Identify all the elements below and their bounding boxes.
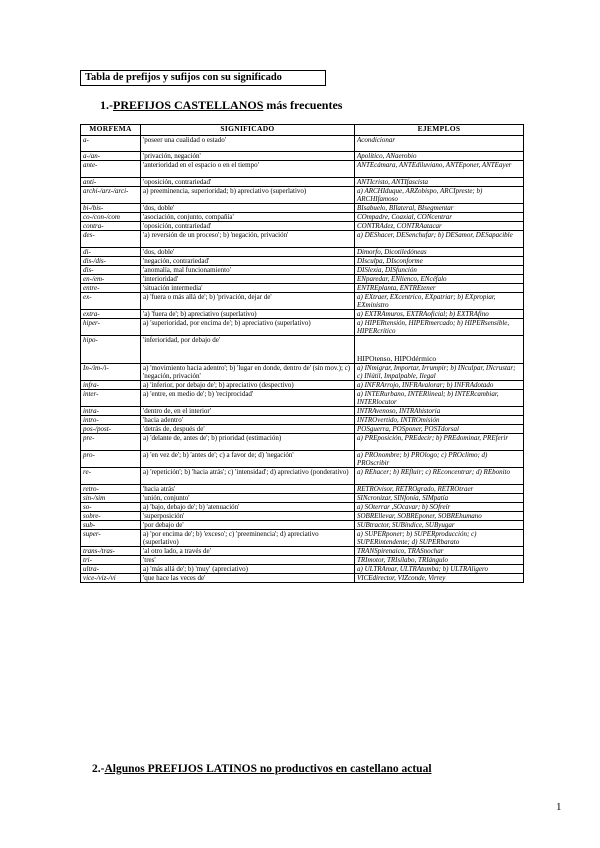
morfema-cell: ultra-	[81, 565, 141, 574]
ejemplos-cell: a) DEShacer, DESenchufar; b) DESamor, DESapacible	[355, 231, 524, 248]
significado-cell: 'anomalía, mal funcionamiento'	[141, 266, 355, 275]
table-row	[81, 547, 524, 556]
significado-cell: 'unión, conjunto'	[141, 494, 355, 503]
morfema-cell: vice-/viz-/vi	[81, 574, 141, 583]
table-row	[81, 468, 524, 485]
table-row	[81, 204, 524, 213]
ejemplos-cell: SOBREllevar, SOBREponer, SOBREhumano	[355, 512, 524, 521]
morfema-cell: hipo-	[81, 336, 141, 364]
morfema-cell: a-	[81, 136, 141, 152]
header-ejemplos: EJEMPLOS	[355, 125, 524, 136]
section-2-number: 2.-	[92, 763, 105, 775]
table-row	[81, 425, 524, 434]
prefix-table	[80, 124, 524, 583]
significado-cell: 'hacia atrás'	[141, 485, 355, 494]
significado-cell: 'privación, negación'	[141, 152, 355, 161]
morfema-cell: entre-	[81, 284, 141, 293]
morfema-cell: sub-	[81, 521, 141, 530]
morfema-cell: archi-/arz-/arci-	[81, 187, 141, 204]
morfema-cell: retro-	[81, 485, 141, 494]
ejemplos-cell: ANTIcristo, ANTIfascista	[355, 178, 524, 187]
morfema-cell: contra-	[81, 222, 141, 231]
morfema-cell: intro-	[81, 416, 141, 425]
significado-cell: 'a) reversión de un proceso'; b) 'negación, privación'	[141, 231, 355, 248]
morfema-cell: infra-	[81, 381, 141, 390]
ejemplos-cell: a) INmigrar, Importar, Irrumpir; b) INculpar, INcrustar; c) INútil, Impalpable, Ilegal	[355, 364, 524, 381]
table-row	[81, 574, 524, 583]
morfema-cell: en-/em-	[81, 275, 141, 284]
table-header-row	[81, 125, 524, 136]
table-row	[81, 364, 524, 381]
significado-cell: a) preeminencia, superioridad; b) apreciativo (superlativo)	[141, 187, 355, 204]
table-row	[81, 293, 524, 310]
table-row	[81, 152, 524, 161]
ejemplos-cell: a) INFRArrojo, INFRAvalorar; b) INFRAdotado	[355, 381, 524, 390]
morfema-cell: ex-	[81, 293, 141, 310]
ejemplos-cell: DISlexia, DISfunción	[355, 266, 524, 275]
table-row	[81, 503, 524, 512]
ejemplos-cell: INTROvertido, INTROmisión	[355, 416, 524, 425]
ejemplos-cell: SINcronizar, SINfonía, SIMpatía	[355, 494, 524, 503]
table-row	[81, 178, 524, 187]
morfema-cell: super-	[81, 530, 141, 547]
significado-cell: 'al otro lado, a través de'	[141, 547, 355, 556]
ejemplos-cell: Apolítico, ANaerobio	[355, 152, 524, 161]
morfema-cell: di-	[81, 248, 141, 257]
ejemplos-cell: ANTEcámara, ANTEdiluviano, ANTEponer, ANTEayer	[355, 161, 524, 178]
ejemplos-cell: Dimorfo, Dicotiledóneas	[355, 248, 524, 257]
significado-cell: 'anterioridad en el espacio o en el tiempo'	[141, 161, 355, 178]
morfema-cell: dis-/dis-	[81, 257, 141, 266]
significado-cell: a) 'entre, en medio de'; b) 'reciprocidad'	[141, 390, 355, 407]
ejemplos-cell: a) PREposición, PREdecir; b) PREdominar, PREferir	[355, 434, 524, 451]
ejemplos-cell: COmpadre, Coaxial, CONcentrar	[355, 213, 524, 222]
ejemplos-cell: a) SOterrar ,SOcavar; b) SOfreír	[355, 503, 524, 512]
table-row	[81, 530, 524, 547]
significado-cell: 'negación, contrariedad'	[141, 257, 355, 266]
ejemplos-cell: ENparedar, ENlienco, ENcéfalo	[355, 275, 524, 284]
section-1-heading	[100, 98, 342, 113]
significado-cell: 'a) 'fuera de'; b) apreciativo (superlativo)	[141, 310, 355, 319]
morfema-cell: sobre-	[81, 512, 141, 521]
table-row	[81, 266, 524, 275]
ejemplos-cell: BIsabuelo, BIlateral, BIsegmentar	[355, 204, 524, 213]
table-row	[81, 381, 524, 390]
significado-cell: 'tres'	[141, 556, 355, 565]
ejemplos-cell: a) INTERurbano, INTERlineal; b) INTERcambiar, INTERlocutor	[355, 390, 524, 407]
table-row	[81, 494, 524, 503]
ejemplos-cell: a) HIPERtensión, HIPERmercado; b) HIPERsensible, HIPERcrítico	[355, 319, 524, 336]
table-row	[81, 451, 524, 468]
significado-cell: a) 'inferior, por debajo de'; b) apreciativo (despectivo)	[141, 381, 355, 390]
ejemplos-cell: a) SUPERponer; b) SUPERproducción; c) SUPERintendente; d) SUPERbarato	[355, 530, 524, 547]
significado-cell: 'inferioridad, por debajo de'	[141, 336, 355, 364]
morfema-cell: co-/con-/com	[81, 213, 141, 222]
ejemplos-cell: CONTRAdez, CONTRAatacar	[355, 222, 524, 231]
morfema-cell: re-	[81, 468, 141, 485]
morfema-cell: a-/an-	[81, 152, 141, 161]
morfema-cell: ante-	[81, 161, 141, 178]
morfema-cell: pre-	[81, 434, 141, 451]
morfema-cell: pos-/post-	[81, 425, 141, 434]
table-row	[81, 485, 524, 494]
page-number: 1	[556, 801, 562, 813]
table-row	[81, 136, 524, 152]
morfema-cell: tri-	[81, 556, 141, 565]
table-row	[81, 310, 524, 319]
section-1-title-rest: más frecuentes	[263, 98, 343, 112]
table-row	[81, 416, 524, 425]
section-1-number: 1.-	[100, 98, 113, 112]
morfema-cell: extra-	[81, 310, 141, 319]
morfema-cell: bi-/bis-	[81, 204, 141, 213]
table-row	[81, 319, 524, 336]
ejemplos-cell: POSguerra, POSponer, POSTdorsal	[355, 425, 524, 434]
significado-cell: a) 'delante de, antes de'; b) prioridad (estimación)	[141, 434, 355, 451]
significado-cell: a) 'superioridad, por encima de'; b) apreciativo (superlativo)	[141, 319, 355, 336]
morfema-cell: intra-	[81, 407, 141, 416]
table-row	[81, 556, 524, 565]
significado-cell: 'situación intermedia'	[141, 284, 355, 293]
table-row	[81, 512, 524, 521]
table-row	[81, 248, 524, 257]
table-row	[81, 257, 524, 266]
ejemplos-cell: HIPOtenso, HIPOdérmico	[355, 336, 524, 364]
ejemplos-cell: a) EXTRAmuros, EXTRAoficial; b) EXTRAfino	[355, 310, 524, 319]
significado-cell: 'poseer una cualidad o estado'	[141, 136, 355, 152]
ejemplos-cell: a) ARCHIduque, ARZobispo, ARCIpreste; b) ARCHIfamoso	[355, 187, 524, 204]
table-row	[81, 284, 524, 293]
morfema-cell: so-	[81, 503, 141, 512]
morfema-cell: hiper-	[81, 319, 141, 336]
morfema-cell: pro-	[81, 451, 141, 468]
significado-cell: a) 'por encima de'; b) 'exceso'; c) 'preeminencia'; d) apreciativo (superlativo)	[141, 530, 355, 547]
ejemplos-cell: ENTREplanta, ENTREtener	[355, 284, 524, 293]
table-row	[81, 434, 524, 451]
morfema-cell: sin-/sim	[81, 494, 141, 503]
ejemplos-cell: a) EXtraer, EXcentrico, EXpatriar; b) EXpropiar, EXministro	[355, 293, 524, 310]
table-row	[81, 231, 524, 248]
header-morfema: MORFEMA	[81, 125, 141, 136]
significado-cell: 'que hace las veces de'	[141, 574, 355, 583]
ejemplos-cell: a) PROnombre; b) PROlogo; c) PROclimo; d) PROscribir	[355, 451, 524, 468]
morfema-cell: des-	[81, 231, 141, 248]
table-row	[81, 390, 524, 407]
table-body	[81, 136, 524, 583]
table-row	[81, 187, 524, 204]
morfema-cell: inter-	[81, 390, 141, 407]
ejemplos-cell: VICEdirector, VIZconde, Virrey	[355, 574, 524, 583]
significado-cell: 'dos, doble'	[141, 248, 355, 257]
table-row	[81, 275, 524, 284]
significado-cell: 'superposición'	[141, 512, 355, 521]
header-significado: SIGNIFICADO	[141, 125, 355, 136]
table-row	[81, 222, 524, 231]
ejemplos-cell: RETROvisor, RETROgrado, RETROtraer	[355, 485, 524, 494]
ejemplos-cell: INTRAvenoso, INTRAhistoria	[355, 407, 524, 416]
section-2-heading	[92, 763, 432, 775]
table-row	[81, 161, 524, 178]
significado-cell: 'dentro de, en el interior'	[141, 407, 355, 416]
table-row	[81, 565, 524, 574]
table-row	[81, 336, 524, 364]
table-row	[81, 213, 524, 222]
significado-cell: a) 'bajo, debajo de'; b) 'atenuación'	[141, 503, 355, 512]
ejemplos-cell: TRImotor, TRIsílabo, TRIángulo	[355, 556, 524, 565]
significado-cell: 'oposición, contrariedad'	[141, 178, 355, 187]
section-2-title-underlined: Algunos PREFIJOS LATINOS no productivos en castellano actual	[104, 763, 432, 775]
morfema-cell: anti-	[81, 178, 141, 187]
ejemplos-cell: a) REhacer; b) REfluir; c) REconcentrar; d) REbonito	[355, 468, 524, 485]
ejemplos-cell: TRANSpirenaico, TRASnochar	[355, 547, 524, 556]
table-row	[81, 521, 524, 530]
ejemplos-cell: a) ULTRAmar, ULTRAtumba; b) ULTRAligero	[355, 565, 524, 574]
significado-cell: 'detrás de, después de'	[141, 425, 355, 434]
morfema-cell: In-/im-/i-	[81, 364, 141, 381]
ejemplos-cell: SUBtractor, SUBíndice, SUByugar	[355, 521, 524, 530]
ejemplos-cell: Acondicionar	[355, 136, 524, 152]
significado-cell: a) 'movimiento hacia adentro'; b) 'lugar en donde, dentro de' (sin mov.); c) 'negación, privación'	[141, 364, 355, 381]
significado-cell: 'interioridad'	[141, 275, 355, 284]
table-row	[81, 407, 524, 416]
significado-cell: 'asociación, conjunto, compañía'	[141, 213, 355, 222]
significado-cell: 'por debajo de'	[141, 521, 355, 530]
significado-cell: 'hacia adentro'	[141, 416, 355, 425]
significado-cell: a) 'más allá de'; b) 'muy' (apreciativo)	[141, 565, 355, 574]
significado-cell: 'oposición, contrariedad'	[141, 222, 355, 231]
significado-cell: a) 'repetición'; b) 'hacia atrás'; c) 'intensidad'; d) apreciativo (ponderativo)	[141, 468, 355, 485]
section-1-title-underlined: PREFIJOS CASTELLANOS	[113, 98, 264, 112]
significado-cell: 'dos, doble'	[141, 204, 355, 213]
significado-cell: a) 'fuera o más allá de'; b) 'privación, dejar de'	[141, 293, 355, 310]
ejemplos-cell: DIsculpa, DIsconforme	[355, 257, 524, 266]
significado-cell: a) 'en vez de'; b) 'antes de'; c) a favor de; d) 'negación'	[141, 451, 355, 468]
document-title-box: Tabla de prefijos y sufijos con su significado	[80, 70, 326, 86]
morfema-cell: trans-/tras-	[81, 547, 141, 556]
morfema-cell: dis-	[81, 266, 141, 275]
